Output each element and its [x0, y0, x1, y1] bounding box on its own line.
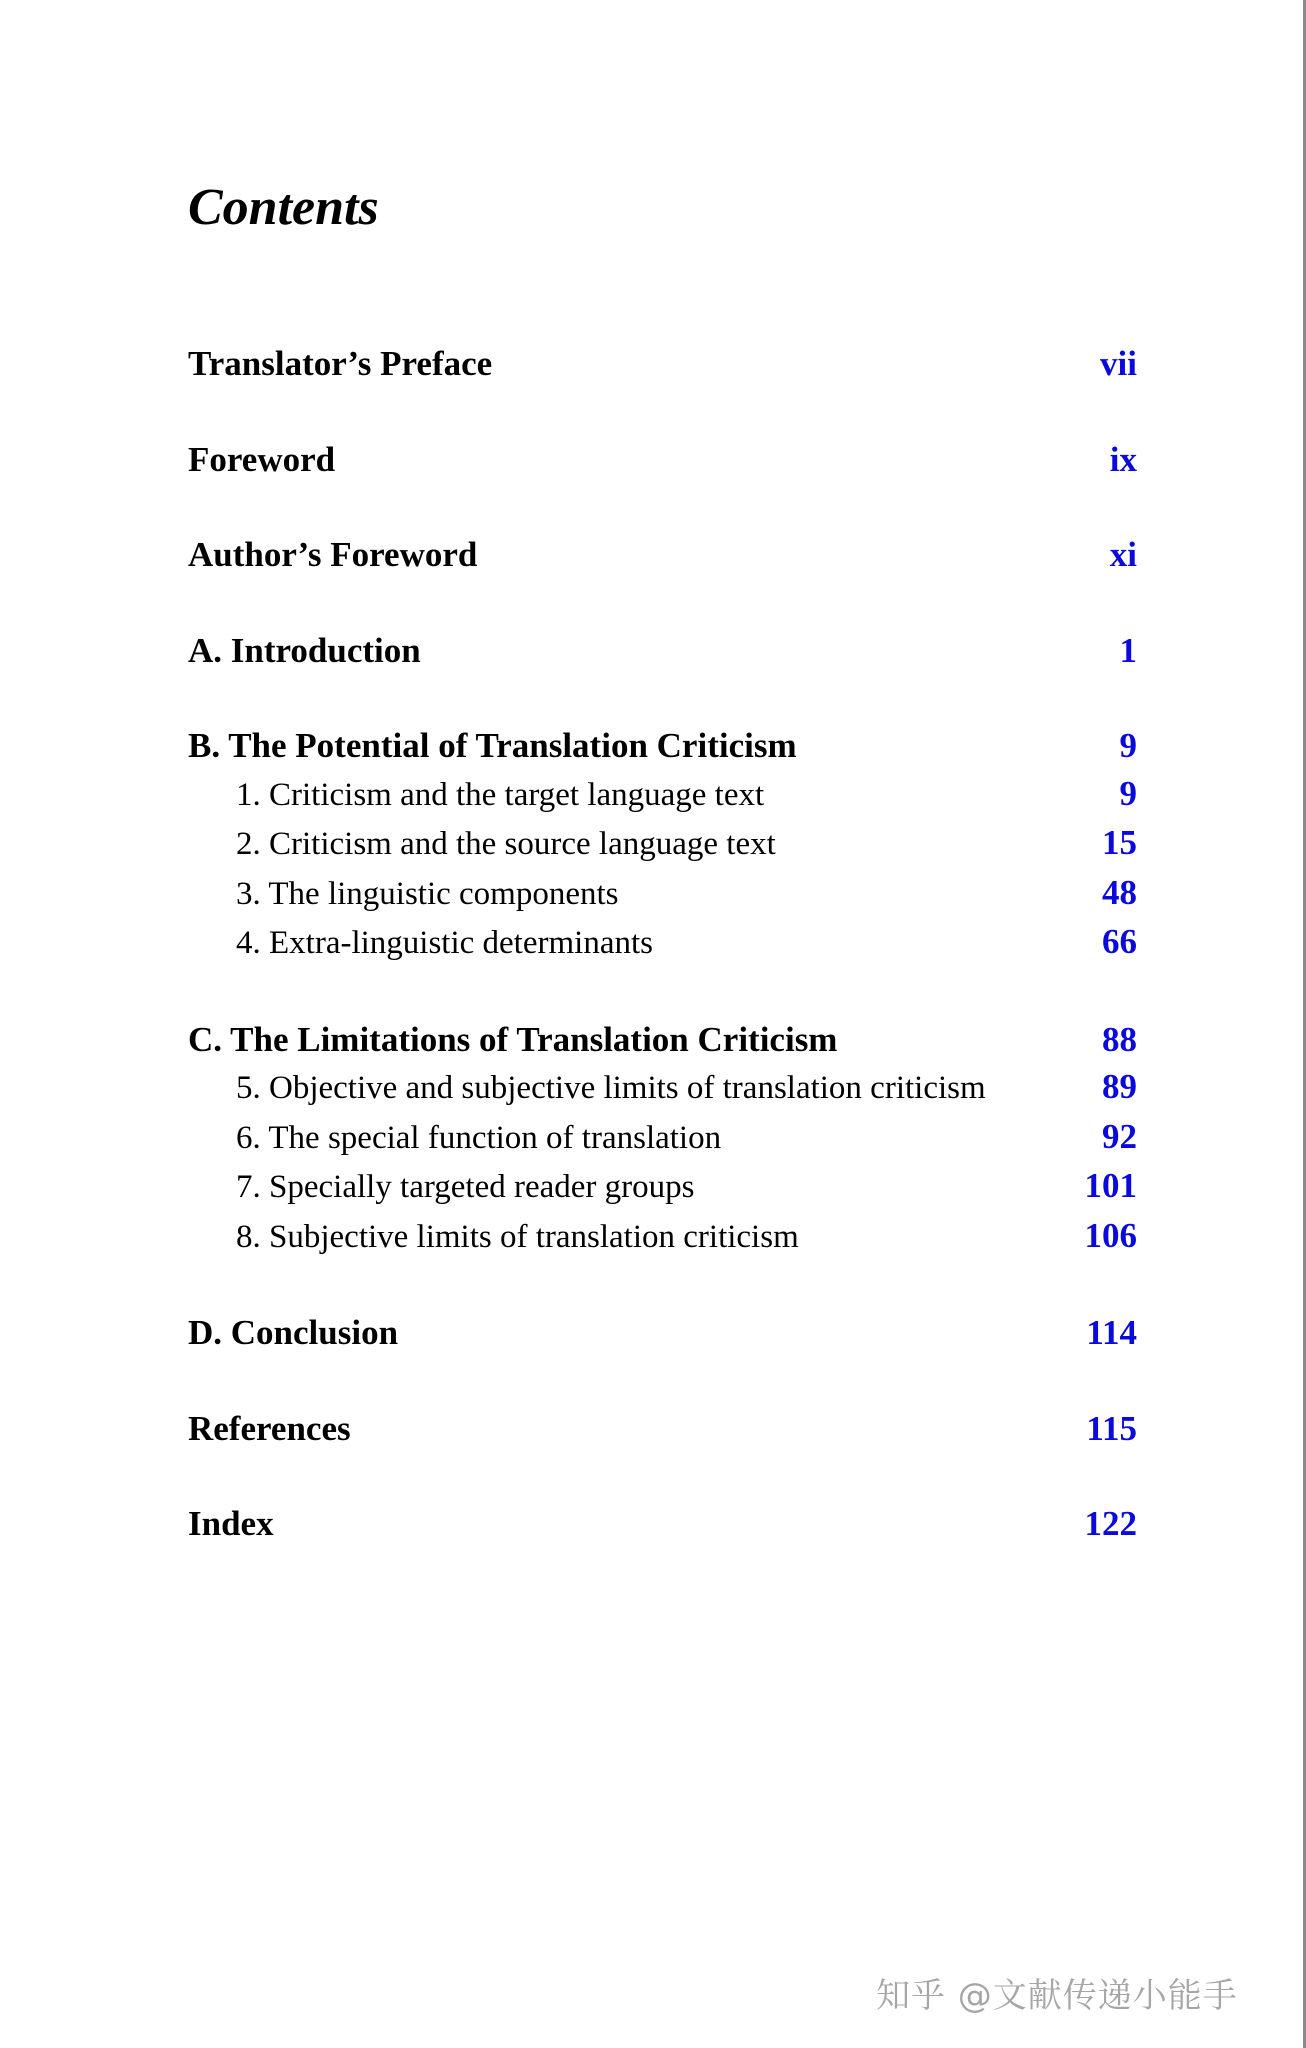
toc-subentry-label: 5. Objective and subjective limits of translation criticism [236, 1070, 986, 1106]
toc-subentry-8[interactable] [188, 1212, 1137, 1262]
toc-subentry-label: 8. Subjective limits of translation criticism [236, 1218, 799, 1255]
toc-page-link[interactable]: 114 [1086, 1313, 1137, 1352]
toc-subentry-label: 2. Criticism and the source language text [236, 826, 776, 862]
toc-subentry-7[interactable] [188, 1162, 1137, 1212]
toc-subentry-1[interactable] [188, 770, 1137, 820]
toc-subentry-label: 3. The linguistic components [236, 875, 619, 912]
toc-page-link[interactable]: 106 [1084, 1215, 1137, 1255]
toc-subentry-4[interactable] [188, 918, 1137, 968]
toc-subentry-5[interactable] [188, 1063, 1137, 1113]
toc-entry-authors-foreword[interactable] [188, 531, 1137, 579]
toc-entry-label: C. The Limitations of Translation Criticism [188, 1019, 838, 1059]
toc-entry-label: Author’s Foreword [188, 535, 478, 574]
toc-entry-label: References [188, 1408, 351, 1448]
toc-entry-introduction[interactable] [188, 627, 1137, 675]
toc-entry-label: B. The Potential of Translation Criticism [188, 726, 797, 765]
toc-page-link[interactable]: 101 [1084, 1166, 1137, 1205]
toc-entry-foreword[interactable] [188, 436, 1137, 484]
toc-page-link[interactable]: xi [1109, 535, 1137, 574]
toc-subentry-6[interactable] [188, 1113, 1137, 1163]
toc-page-link[interactable]: 48 [1102, 872, 1137, 912]
toc-entry-index[interactable] [188, 1500, 1137, 1548]
toc-page-link[interactable]: 122 [1084, 1504, 1137, 1543]
toc-subentry-label: 4. Extra-linguistic determinants [236, 925, 653, 961]
toc-entry-label: A. Introduction [188, 630, 421, 670]
toc-page-link[interactable]: 15 [1102, 823, 1137, 862]
watermark: 知乎 @文献传递小能手 [876, 1976, 1238, 2016]
page-title: Contents [188, 179, 379, 236]
toc-page-link[interactable]: 88 [1102, 1019, 1137, 1059]
toc-entry-label: Translator’s Preface [188, 344, 493, 383]
toc-entry-label: Foreword [188, 439, 336, 479]
toc-page-link[interactable]: vii [1100, 344, 1137, 383]
toc-page-link[interactable]: 1 [1119, 630, 1137, 670]
toc-entry-label: Index [188, 1504, 274, 1543]
toc-entry-conclusion[interactable] [188, 1309, 1137, 1357]
toc-page-link[interactable]: ix [1109, 439, 1137, 479]
toc-page-link[interactable]: 89 [1102, 1067, 1137, 1106]
toc-subentry-3[interactable] [188, 869, 1137, 919]
toc-subentry-label: 1. Criticism and the target language text [236, 776, 765, 813]
toc-entry-section-c[interactable] [188, 1016, 1137, 1064]
table-of-contents [188, 340, 1137, 1548]
toc-subentry-label: 7. Specially targeted reader groups [236, 1169, 695, 1205]
toc-entry-translators-preface[interactable] [188, 340, 1137, 388]
toc-page-link[interactable]: 9 [1119, 726, 1137, 765]
toc-subentry-label: 6. The special function of translation [236, 1119, 722, 1156]
toc-page-link[interactable]: 92 [1102, 1116, 1137, 1156]
toc-entry-references[interactable] [188, 1405, 1137, 1453]
toc-entry-label: D. Conclusion [188, 1313, 399, 1352]
toc-page-link[interactable]: 66 [1102, 922, 1137, 961]
toc-page-link[interactable]: 115 [1086, 1408, 1137, 1448]
toc-subentry-2[interactable] [188, 819, 1137, 869]
toc-page-link[interactable]: 9 [1119, 773, 1137, 813]
toc-entry-section-b[interactable] [188, 722, 1137, 770]
